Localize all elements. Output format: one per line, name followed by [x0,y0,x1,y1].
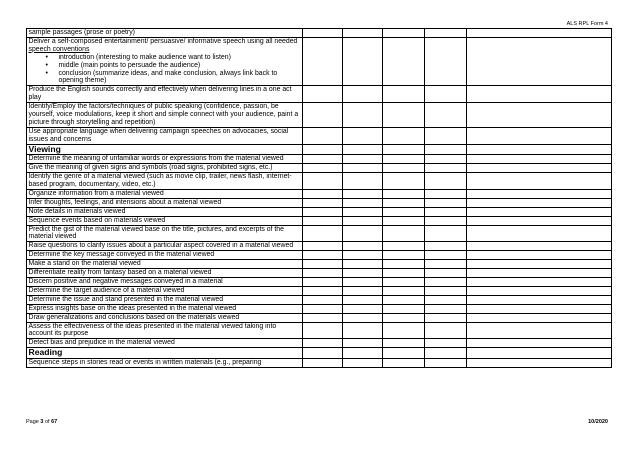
rating-cell [303,251,343,260]
rating-cell [303,339,343,348]
competency-row [27,322,612,339]
competency-row [27,127,612,144]
competency-text: Identify the genre of a material viewed (such as movie clip, trailer, news flash, internet-based program, documentary, video, etc.) [27,173,303,190]
rating-cell [467,173,612,190]
rating-cell [467,348,612,359]
rating-cell [383,173,425,190]
rating-cell [303,242,343,251]
rating-cell [383,127,425,144]
rating-cell [425,295,467,304]
rating-cell [343,37,383,85]
rating-cell [303,295,343,304]
rating-cell [383,225,425,242]
competency-text: Note details in materials viewed [27,207,303,216]
rating-cell [425,198,467,207]
rating-cell [425,242,467,251]
competency-row [27,358,612,367]
rating-cell [303,286,343,295]
rating-cell [343,29,383,38]
competency-text [27,37,303,85]
competency-text: Make a stand on the material viewed [27,260,303,269]
rating-cell [303,86,343,103]
competency-table-body [27,29,612,368]
competency-text: Discern positive and negative messages conveyed in a material [27,277,303,286]
competency-text: Determine the issue and stand presented in the material viewed [27,295,303,304]
rating-cell [343,339,383,348]
rating-cell [383,164,425,173]
rating-cell [303,313,343,322]
competency-text: Determine the meaning of unfamiliar words or expressions from the material viewed [27,155,303,164]
rating-cell [467,103,612,128]
rating-cell [383,198,425,207]
competency-row [27,86,612,103]
rating-cell [425,304,467,313]
rating-cell [343,144,383,155]
competency-text: Detect bias and prejudice in the material viewed [27,339,303,348]
rating-cell [467,242,612,251]
competency-text: Produce the English sounds correctly and effectively when delivering lines in a one act play [27,86,303,103]
rating-cell [303,277,343,286]
rating-cell [303,358,343,367]
rating-cell [343,189,383,198]
rating-cell [425,225,467,242]
rating-cell [425,277,467,286]
competency-text: Identify/Employ the factors/techniques of public speaking (confidence, passion, be yourself, voice modulations, keep it short and simple connect with your audience, paint a picture through storytelling and repetition) [27,103,303,128]
rating-cell [343,207,383,216]
section-row [27,348,612,359]
rating-cell [383,242,425,251]
competency-text: Use appropriate language when delivering campaign speeches on advocacies, social issues and concerns [27,127,303,144]
competency-row [27,313,612,322]
competency-text: Differentiate reality from fantasy based on a material viewed [27,269,303,278]
competency-row [27,29,612,38]
rating-cell [383,348,425,359]
rating-cell [383,207,425,216]
rating-cell [467,251,612,260]
rating-cell [467,358,612,367]
rating-cell [467,164,612,173]
rating-cell [425,313,467,322]
competency-row [27,269,612,278]
rating-cell [467,269,612,278]
rating-cell [383,189,425,198]
rating-cell [343,260,383,269]
rating-cell [425,86,467,103]
competency-text: Draw generalizations and conclusions based on the materials viewed [27,313,303,322]
competency-text: Organize information from a material viewed [27,189,303,198]
bullet-icon: • [45,61,48,69]
section-title: Reading [27,348,303,359]
rating-cell [425,358,467,367]
rating-cell [303,322,343,339]
underlined-term: speech conventions [28,45,90,53]
rating-cell [467,86,612,103]
rating-cell [343,304,383,313]
rating-cell [425,164,467,173]
competency-row [27,216,612,225]
bullet-item [45,69,301,86]
rating-cell [467,322,612,339]
rating-cell [303,198,343,207]
rating-cell [303,348,343,359]
rating-cell [425,216,467,225]
competency-text: sample passages (prose or poetry) [27,29,303,38]
rating-cell [467,127,612,144]
form-date: 10/2020 [588,419,608,425]
rating-cell [425,37,467,85]
rating-cell [467,313,612,322]
rating-cell [383,358,425,367]
rating-cell [383,37,425,85]
competency-text: Raise questions to clarify issues about a particular aspect covered in a material viewed [27,242,303,251]
rating-cell [425,286,467,295]
rating-cell [467,29,612,38]
competency-text: Infer thoughts, feelings, and intensions about a material viewed [27,198,303,207]
competency-text: Sequence events based on materials viewed [27,216,303,225]
rating-cell [343,269,383,278]
rating-cell [383,216,425,225]
rating-cell [383,144,425,155]
competency-row [27,251,612,260]
competency-row [27,164,612,173]
competency-lead-text: Deliver a self-composed entertainment/ persuasive/ informative speech using all needed [28,37,298,45]
section-row [27,144,612,155]
competency-row [27,155,612,164]
rating-cell [383,304,425,313]
rating-cell [425,29,467,38]
rating-cell [467,216,612,225]
rating-cell [303,189,343,198]
competency-row [27,242,612,251]
competency-row [27,295,612,304]
rating-cell [303,260,343,269]
bullet-icon: • [45,53,48,61]
rating-cell [343,277,383,286]
rating-cell [303,144,343,155]
rating-cell [303,173,343,190]
form-label: ALS RPL Form 4 [566,21,608,27]
rating-cell [343,216,383,225]
bullet-item [45,53,301,62]
competency-text: Give the meaning of given signs and symbols (road signs, prohibited signs, etc.) [27,164,303,173]
competency-text: Assess the effectiveness of the ideas presented in the material viewed taking into account its purpose [27,322,303,339]
competency-row [27,304,612,313]
bullet-text: middle (main points to persuade the audience) [58,61,201,69]
rating-cell [425,339,467,348]
rating-cell [425,189,467,198]
rating-cell [425,269,467,278]
competency-row [27,37,612,85]
bullet-list [29,54,301,86]
rating-cell [343,286,383,295]
rating-cell [383,339,425,348]
competency-row [27,277,612,286]
rating-cell [303,37,343,85]
rating-cell [467,207,612,216]
competency-row [27,189,612,198]
rating-cell [303,207,343,216]
rating-cell [425,173,467,190]
rating-cell [425,207,467,216]
rating-cell [303,155,343,164]
rating-cell [467,144,612,155]
rating-cell [343,198,383,207]
rating-cell [425,260,467,269]
rating-cell [383,155,425,164]
rating-cell [383,86,425,103]
rating-cell [343,103,383,128]
competency-row [27,207,612,216]
competency-text: Sequence steps in stories read or events in written materials (e.g., preparing [27,358,303,367]
rating-cell [303,269,343,278]
competency-table [26,28,612,368]
rating-cell [383,313,425,322]
rating-cell [425,144,467,155]
competency-text: Predict the gist of the material viewed base on the title, pictures, and excerpts of the material viewed [27,225,303,242]
rating-cell [383,322,425,339]
rating-cell [343,225,383,242]
rating-cell [467,277,612,286]
page-number: Page 3 of 67 [26,419,58,425]
rating-cell [343,313,383,322]
competency-row [27,173,612,190]
rating-cell [383,251,425,260]
competency-text: Express insights base on the ideas presented in the material viewed [27,304,303,313]
rating-cell [383,286,425,295]
rating-cell [425,322,467,339]
competency-row [27,286,612,295]
competency-row [27,260,612,269]
rating-cell [467,37,612,85]
rating-cell [343,86,383,103]
section-title: Viewing [27,144,303,155]
rating-cell [467,339,612,348]
bullet-text: introduction (interesting to make audience want to listen) [58,53,231,61]
rating-cell [383,269,425,278]
rating-cell [343,155,383,164]
rating-cell [425,127,467,144]
rating-cell [303,225,343,242]
rating-cell [303,29,343,38]
rating-cell [383,260,425,269]
competency-row [27,225,612,242]
rating-cell [343,251,383,260]
rating-cell [425,251,467,260]
rating-cell [425,348,467,359]
rating-cell [467,295,612,304]
rating-cell [343,322,383,339]
rating-cell [343,242,383,251]
rating-cell [467,286,612,295]
rating-cell [467,155,612,164]
rating-cell [343,164,383,173]
competency-row [27,198,612,207]
rating-cell [467,260,612,269]
rating-cell [303,127,343,144]
rating-cell [383,29,425,38]
rating-cell [467,189,612,198]
rating-cell [303,164,343,173]
rating-cell [467,198,612,207]
rating-cell [343,348,383,359]
rating-cell [343,295,383,304]
rating-cell [303,103,343,128]
bullet-text: conclusion (summarize ideas, and make conclusion, always link back to opening theme) [58,69,278,85]
rating-cell [343,358,383,367]
rating-cell [343,173,383,190]
rating-cell [303,304,343,313]
rating-cell [303,216,343,225]
rating-cell [383,295,425,304]
rating-cell [467,225,612,242]
competency-text: Determine the target audience of a material viewed [27,286,303,295]
competency-row [27,103,612,128]
bullet-item [45,61,301,70]
competency-text: Determine the key message conveyed in the material viewed [27,251,303,260]
rating-cell [425,155,467,164]
rating-cell [383,103,425,128]
rating-cell [425,103,467,128]
rating-cell [343,127,383,144]
rating-cell [383,277,425,286]
rating-cell [467,304,612,313]
bullet-icon: • [45,69,48,77]
competency-row [27,339,612,348]
